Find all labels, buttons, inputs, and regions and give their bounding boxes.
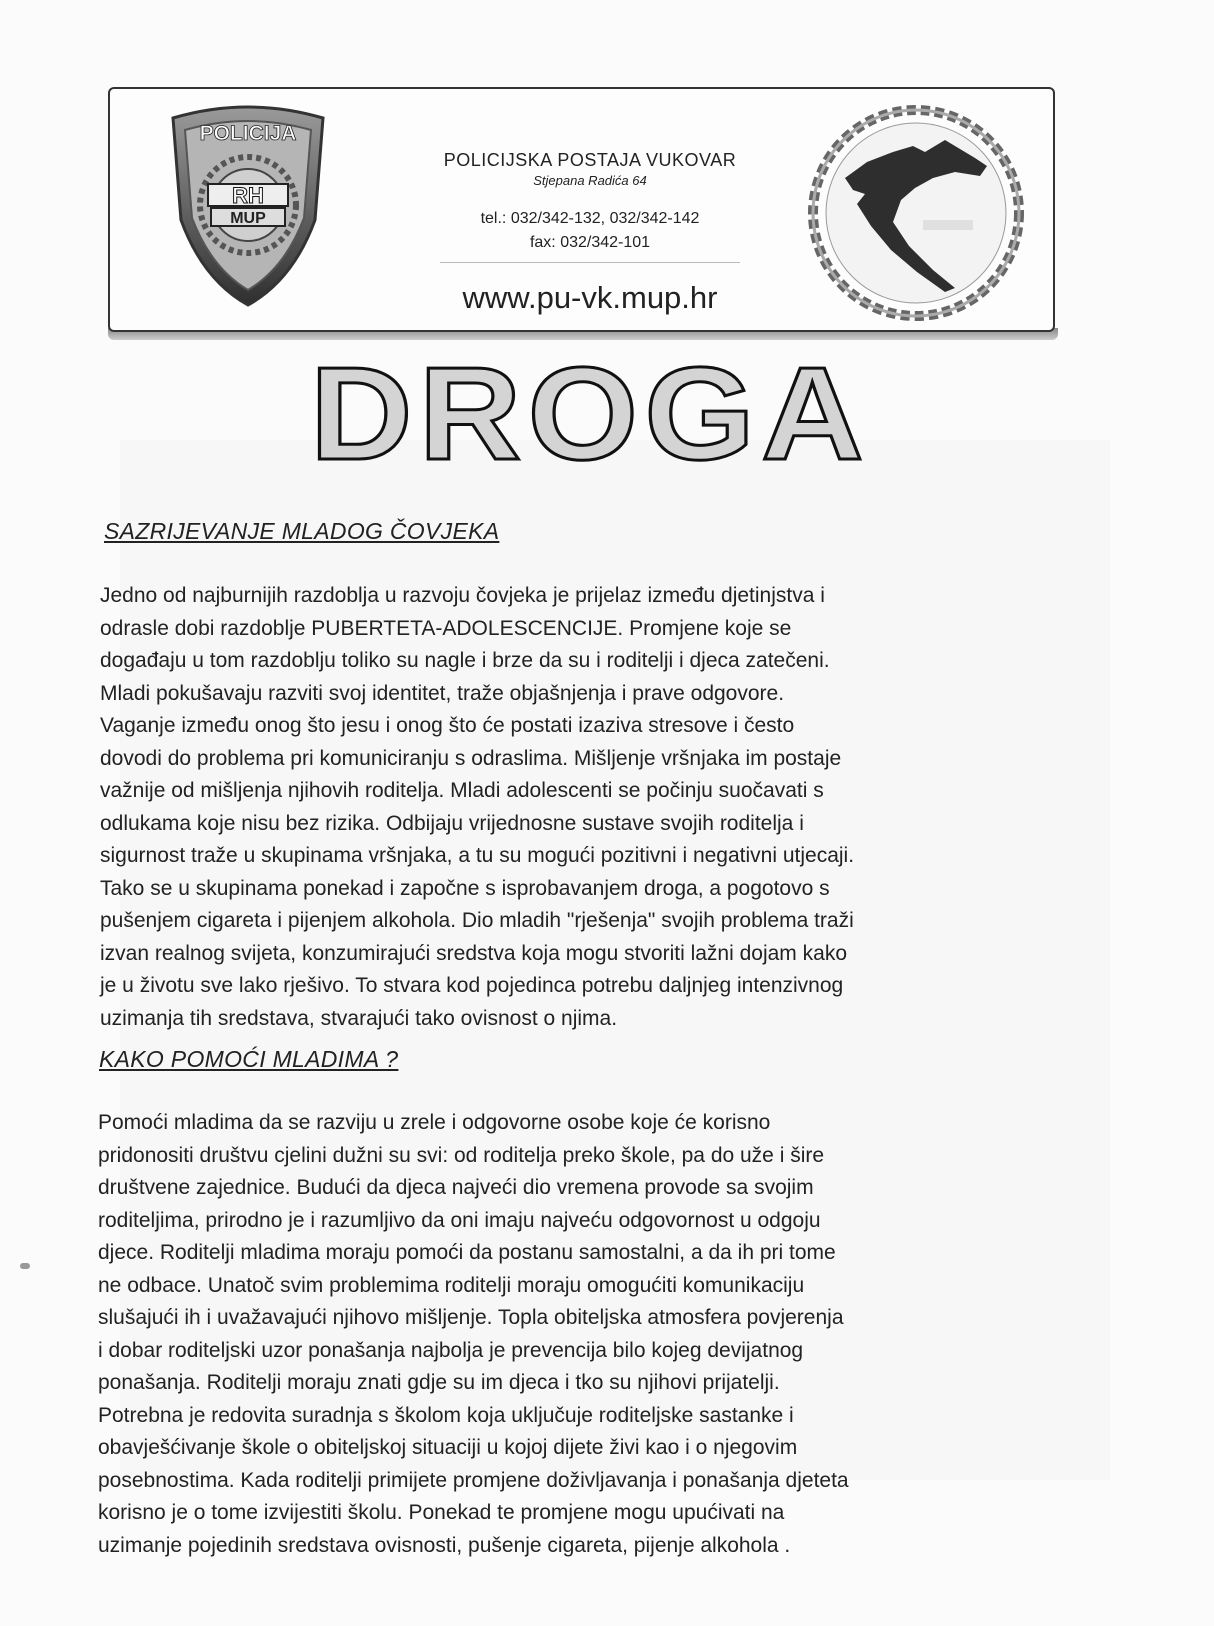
paragraph-line: djece. Roditelji mladima moraju pomoći da postanu samostalni, a da ih pri tome [98,1241,836,1264]
paragraph-line: uzimanja tih sredstava, stvarajući tako ovisnost o njima. [100,1006,618,1030]
paragraph-line: Vaganje između onog što jesu i onog što će postati izaziva stresove i često [100,714,795,737]
paragraph-line: pušenjem cigareta i pijenjem alkohola. Dio mladih "rješenja" svojih problema traži [100,909,854,932]
paragraph-line: Tako se u skupinama ponekad i započne s isprobavanjem droga, a pogotovo s [100,876,830,900]
paragraph-line: je u životu sve lako rješivo. To stvara kod pojedinca potrebu daljnjeg intenzivnog [100,974,844,997]
paragraph-line: roditeljima, prirodno je i razumljivo da oni imaju najveću odgovornost u odgoju [98,1208,821,1232]
station-address: Stjepana Radića 64 [533,173,647,188]
header-divider [440,262,740,263]
paragraph-line: društvene zajednice. Budući da djeca najveći dio vremena provode sa svojim [98,1176,814,1199]
badge-bottom-text: MUP [230,210,266,227]
paragraph-line: Jedno od najburnijih razdoblja u razvoju čovjeka je prijelaz između djetinjstva i [100,584,825,607]
paragraph-line: Pomoći mladima da se razviju u zrele i odgovorne osobe koje će korisno [98,1111,771,1134]
section-heading-helping-youth: KAKO POMOĆI MLADIMA ? [99,1046,399,1072]
paragraph-line: Potrebna je redovita suradnja s školom koja uključuje roditeljske sastanke i [98,1403,794,1427]
paragraph-line: događaju u tom razdoblju toliko su nagle i brze da su i roditelji i djeca zatečeni. [100,649,830,672]
paragraph-line: uzimanje pojedinih sredstava ovisnosti, pušenje cigareta, pijenje alkohola . [98,1533,791,1557]
paragraph-line: pridonositi društvu cjelini dužni su svi: od roditelja preko škole, pa do uže i šire [98,1143,825,1167]
paragraph-line: ne odbace. Unatoč svim problemima roditelji moraju omogućiti komunikaciju [98,1273,805,1297]
section-paragraph-maturation [100,580,1050,1035]
station-website[interactable]: www.pu-vk.mup.hr [462,280,718,315]
croatia-map-seal [805,100,1027,326]
paragraph-line: izvan realnog svijeta, konzumirajući sredstva koja mogu stvoriti lažni dojam kako [100,941,847,965]
paragraph-line: odrasle dobi razdoblje PUBERTETA-ADOLESCENCIJE. Promjene koje se [100,616,792,640]
paragraph-line: slušajući ih i uvažavajući njihovo mišljenje. Topla obiteljska atmosfera povjerenja [98,1306,844,1329]
station-fax: fax: 032/342-101 [529,234,651,251]
scan-speck [20,1263,30,1269]
document-title-text: DROGA [310,355,870,465]
paragraph-line: ponašanja. Roditelji moraju znati gdje su im djeca i tko su njihovi prijatelji. [98,1371,780,1394]
police-badge-logo [163,100,333,310]
station-phone: tel.: 032/342-132, 032/342-142 [480,210,700,227]
paragraph-line: posebnostima. Kada roditelji primijete promjene doživljavanja i ponašanja djeteta [98,1468,849,1492]
paragraph-line: dovodi do problema pri komuniciranju s odraslima. Mišljenje vršnjaka im postaje [100,746,842,770]
paragraph-line: i dobar roditeljski uzor ponašanja najbolja je prevencija bilo kojeg devijatnog [98,1338,804,1362]
station-name: POLICIJSKA POSTAJA VUKOVAR [443,150,737,170]
paragraph-line: važnije od mišljenja njihovih roditelja. Mladi adolescenti se počinju suočavati s [100,779,824,802]
section-paragraph-helping-youth [98,1107,1053,1562]
badge-top-text: POLICIJA [199,122,297,145]
paragraph-line: Mladi pokušavaju razviti svoj identitet, traže objašnjenja i prave odgovore. [100,681,785,705]
paragraph-line: sigurnost traže u skupinama vršnjaka, a tu su mogući pozitivni i negativni utjecaji. [100,844,855,867]
badge-initials: RH [232,183,264,208]
paragraph-line: odlukama koje nisu bez rizika. Odbijaju vrijednosne sustave svojih roditelja i [100,811,804,835]
section-heading-maturation: SAZRIJEVANJE MLADOG ČOVJEKA [104,518,500,544]
document-title [300,355,880,465]
paragraph-line: obavješćivanje škole o obiteljskoj situaciji u kojoj dijete živi kao i o njegovim [98,1436,798,1459]
paragraph-line: korisno je o tome izvijestiti školu. Ponekad te promjene mogu upućivati na [98,1501,785,1524]
